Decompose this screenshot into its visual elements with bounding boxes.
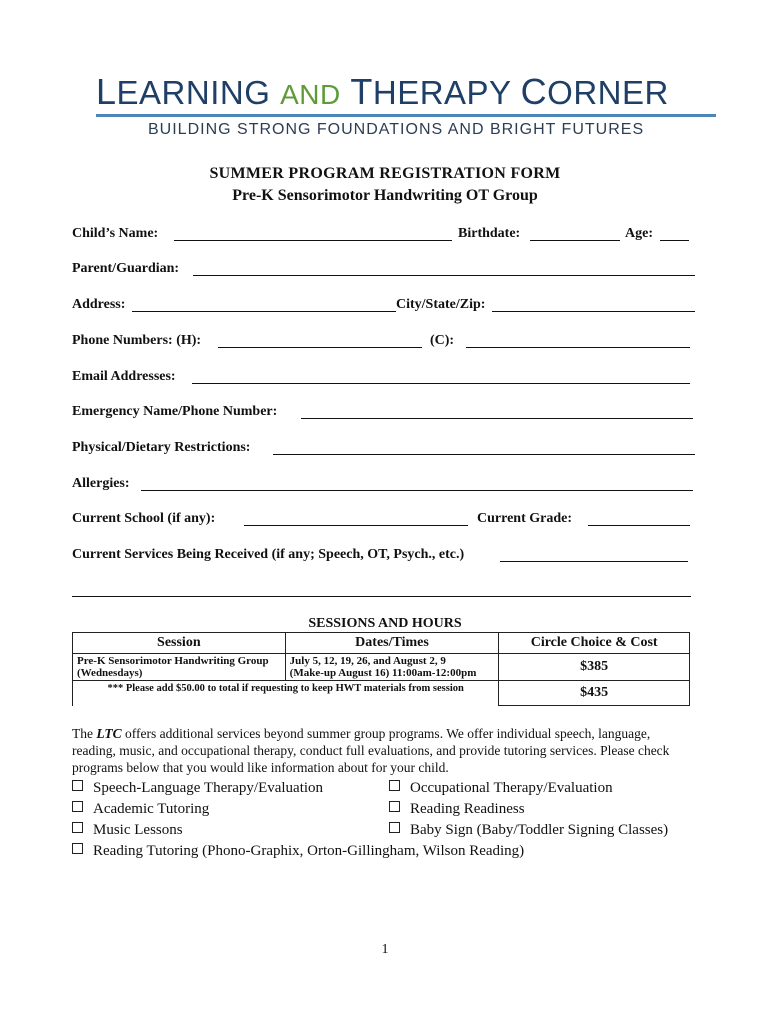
logo-tagline: BUILDING STRONG FOUNDATIONS AND BRIGHT FUTURES bbox=[148, 121, 645, 138]
label-address: Address: bbox=[72, 297, 126, 312]
input-city-state-zip[interactable] bbox=[492, 311, 695, 312]
row-school bbox=[72, 509, 697, 529]
label-parent: Parent/Guardian: bbox=[72, 261, 180, 276]
input-services[interactable] bbox=[500, 561, 688, 562]
header-dates-times: Dates/Times bbox=[285, 633, 499, 654]
input-parent[interactable] bbox=[193, 275, 695, 276]
label-birthdate: Birthdate: bbox=[458, 226, 521, 241]
session-row bbox=[73, 654, 690, 681]
label-phone-cell: (C): bbox=[430, 333, 455, 348]
label-email: Email Addresses: bbox=[72, 369, 176, 384]
input-address[interactable] bbox=[132, 311, 396, 312]
row-child-info bbox=[72, 224, 697, 244]
label-school: Current School (if any): bbox=[72, 511, 216, 526]
form-subtitle: Pre-K Sensorimotor Handwriting OT Group bbox=[232, 187, 538, 204]
row-phone bbox=[72, 331, 697, 351]
sessions-table bbox=[72, 632, 690, 706]
label-emergency: Emergency Name/Phone Number: bbox=[72, 404, 278, 419]
input-grade[interactable] bbox=[588, 525, 690, 526]
price-option-435[interactable]: $435 bbox=[499, 681, 690, 706]
materials-row bbox=[73, 681, 690, 706]
option-music-lessons[interactable]: Music Lessons bbox=[72, 820, 183, 840]
option-baby-sign[interactable]: Baby Sign (Baby/Toddler Signing Classes) bbox=[389, 820, 668, 840]
option-occupational-therapy[interactable]: Occupational Therapy/Evaluation bbox=[389, 778, 613, 798]
session-dates-cell bbox=[285, 654, 499, 681]
input-child-name[interactable] bbox=[174, 240, 452, 241]
row-address bbox=[72, 295, 697, 315]
session-day: (Wednesdays) bbox=[77, 667, 143, 679]
ltc-logo bbox=[96, 70, 716, 140]
logo-rule bbox=[96, 114, 716, 117]
input-email[interactable] bbox=[192, 383, 690, 384]
input-services-line2[interactable] bbox=[72, 596, 691, 597]
session-name: Pre-K Sensorimotor Handwriting Group bbox=[77, 655, 269, 667]
input-school[interactable] bbox=[244, 525, 468, 526]
input-allergies[interactable] bbox=[141, 490, 693, 491]
row-emergency bbox=[72, 402, 697, 422]
input-phone-cell[interactable] bbox=[466, 347, 690, 348]
input-phone-home[interactable] bbox=[218, 347, 422, 348]
row-services bbox=[72, 545, 697, 565]
label-city-state-zip: City/State/Zip: bbox=[396, 297, 486, 312]
checkbox-icon[interactable] bbox=[72, 801, 83, 812]
row-restrictions bbox=[72, 438, 697, 458]
option-speech-language[interactable]: Speech-Language Therapy/Evaluation bbox=[72, 778, 323, 798]
row-allergies bbox=[72, 474, 697, 494]
checkbox-icon[interactable] bbox=[72, 780, 83, 791]
label-grade: Current Grade: bbox=[477, 511, 572, 526]
checkbox-icon[interactable] bbox=[389, 822, 400, 833]
label-allergies: Allergies: bbox=[72, 476, 130, 491]
label-restrictions: Physical/Dietary Restrictions: bbox=[72, 440, 251, 455]
form-title: SUMMER PROGRAM REGISTRATION FORM bbox=[209, 165, 561, 182]
sessions-title: SESSIONS AND HOURS bbox=[308, 616, 462, 631]
input-emergency[interactable] bbox=[301, 418, 693, 419]
option-reading-readiness[interactable]: Reading Readiness bbox=[389, 799, 525, 819]
row-services-continued bbox=[72, 580, 697, 600]
price-option-385[interactable]: $385 bbox=[499, 654, 690, 681]
input-restrictions[interactable] bbox=[273, 454, 695, 455]
header-session: Session bbox=[73, 633, 286, 654]
header-choice-cost: Circle Choice & Cost bbox=[499, 633, 690, 654]
option-academic-tutoring[interactable]: Academic Tutoring bbox=[72, 799, 209, 819]
input-birthdate[interactable] bbox=[530, 240, 620, 241]
row-parent bbox=[72, 259, 697, 279]
session-makeup-time: (Make-up August 16) 11:00am-12:00pm bbox=[289, 667, 477, 679]
sessions-header-row bbox=[73, 633, 690, 654]
label-phone-home: Phone Numbers: (H): bbox=[72, 333, 202, 348]
ltc-abbrev: LTC bbox=[96, 726, 122, 741]
checkbox-icon[interactable] bbox=[72, 843, 83, 854]
additional-services-paragraph: The LTC offers additional services beyond summer group programs. We offer individual speech, language, reading, music, and occupational therapy, conduct full evaluations, and provide tutoring services. Please check programs below that you would like information about for your child. bbox=[72, 726, 670, 775]
checkbox-icon[interactable] bbox=[72, 822, 83, 833]
option-reading-tutoring[interactable]: Reading Tutoring (Phono-Graphix, Orton-Gillingham, Wilson Reading) bbox=[72, 841, 524, 861]
label-child-name: Child’s Name: bbox=[72, 226, 159, 241]
label-services: Current Services Being Received (if any; Speech, OT, Psych., etc.) bbox=[72, 547, 465, 562]
materials-note: *** Please add $50.00 to total if requesting to keep HWT materials from session bbox=[73, 681, 499, 706]
label-age: Age: bbox=[625, 226, 653, 241]
row-email bbox=[72, 367, 697, 387]
session-dates: July 5, 12, 19, 26, and August 2, 9 bbox=[289, 655, 446, 667]
checkbox-icon[interactable] bbox=[389, 801, 400, 812]
session-name-cell bbox=[73, 654, 286, 681]
page-number: 1 bbox=[381, 942, 389, 957]
input-age[interactable] bbox=[660, 240, 689, 241]
logo-wordmark: LEARNING AND THERAPY CORNER bbox=[96, 71, 669, 112]
checkbox-icon[interactable] bbox=[389, 780, 400, 791]
